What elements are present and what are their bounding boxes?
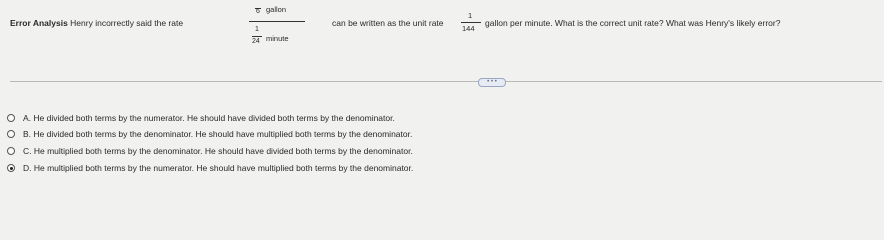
radio-button-d[interactable] bbox=[7, 164, 15, 172]
radio-button-b[interactable] bbox=[7, 130, 15, 138]
choice-a-text: A. He divided both terms by the numerator. He should have divided both terms by the denominator. bbox=[23, 113, 395, 123]
error-analysis-label: Error Analysis bbox=[10, 18, 68, 28]
unit-rate-fraction bbox=[460, 11, 482, 37]
radio-button-a[interactable] bbox=[7, 114, 15, 122]
question-suffix-text: gallon per minute. What is the correct unit rate? What was Henry's likely error? bbox=[485, 18, 781, 28]
unit-rate-bar bbox=[461, 22, 481, 23]
question-prefix bbox=[10, 18, 183, 28]
expand-more-button[interactable]: • • • bbox=[478, 78, 506, 87]
choice-b-text: B. He divided both terms by the denominator. He should have multiplied both terms by the denominator. bbox=[23, 129, 413, 139]
denominator-denominator: 24 bbox=[252, 38, 260, 45]
choice-d-text: D. He multiplied both terms by the numerator. He should have multiplied both terms by the denominator. bbox=[23, 163, 414, 173]
denominator-unit: minute bbox=[266, 34, 289, 43]
unit-rate-denominator: 144 bbox=[462, 24, 475, 33]
numerator-unit: gallon bbox=[266, 5, 287, 14]
denominator-numerator: 1 bbox=[255, 26, 259, 33]
choice-b[interactable] bbox=[7, 128, 567, 142]
radio-button-c[interactable] bbox=[7, 147, 15, 155]
question-prefix-text: Henry incorrectly said the rate bbox=[70, 18, 184, 28]
choice-d[interactable] bbox=[7, 162, 567, 176]
unit-rate-numerator: 1 bbox=[468, 11, 473, 20]
choice-a[interactable] bbox=[7, 112, 567, 126]
main-fraction-bar bbox=[249, 21, 305, 22]
section-divider bbox=[10, 81, 882, 82]
denominator-fraction-bar bbox=[252, 36, 262, 37]
question-middle-text: can be written as the unit rate bbox=[332, 18, 444, 28]
question-text bbox=[10, 0, 880, 70]
numerator-small-denominator: 6 bbox=[256, 8, 260, 15]
choice-c[interactable] bbox=[7, 145, 567, 159]
choice-c-text: C. He multiplied both terms by the denominator. He should have divided both terms by the denominator. bbox=[23, 146, 413, 156]
complex-fraction bbox=[242, 0, 328, 60]
